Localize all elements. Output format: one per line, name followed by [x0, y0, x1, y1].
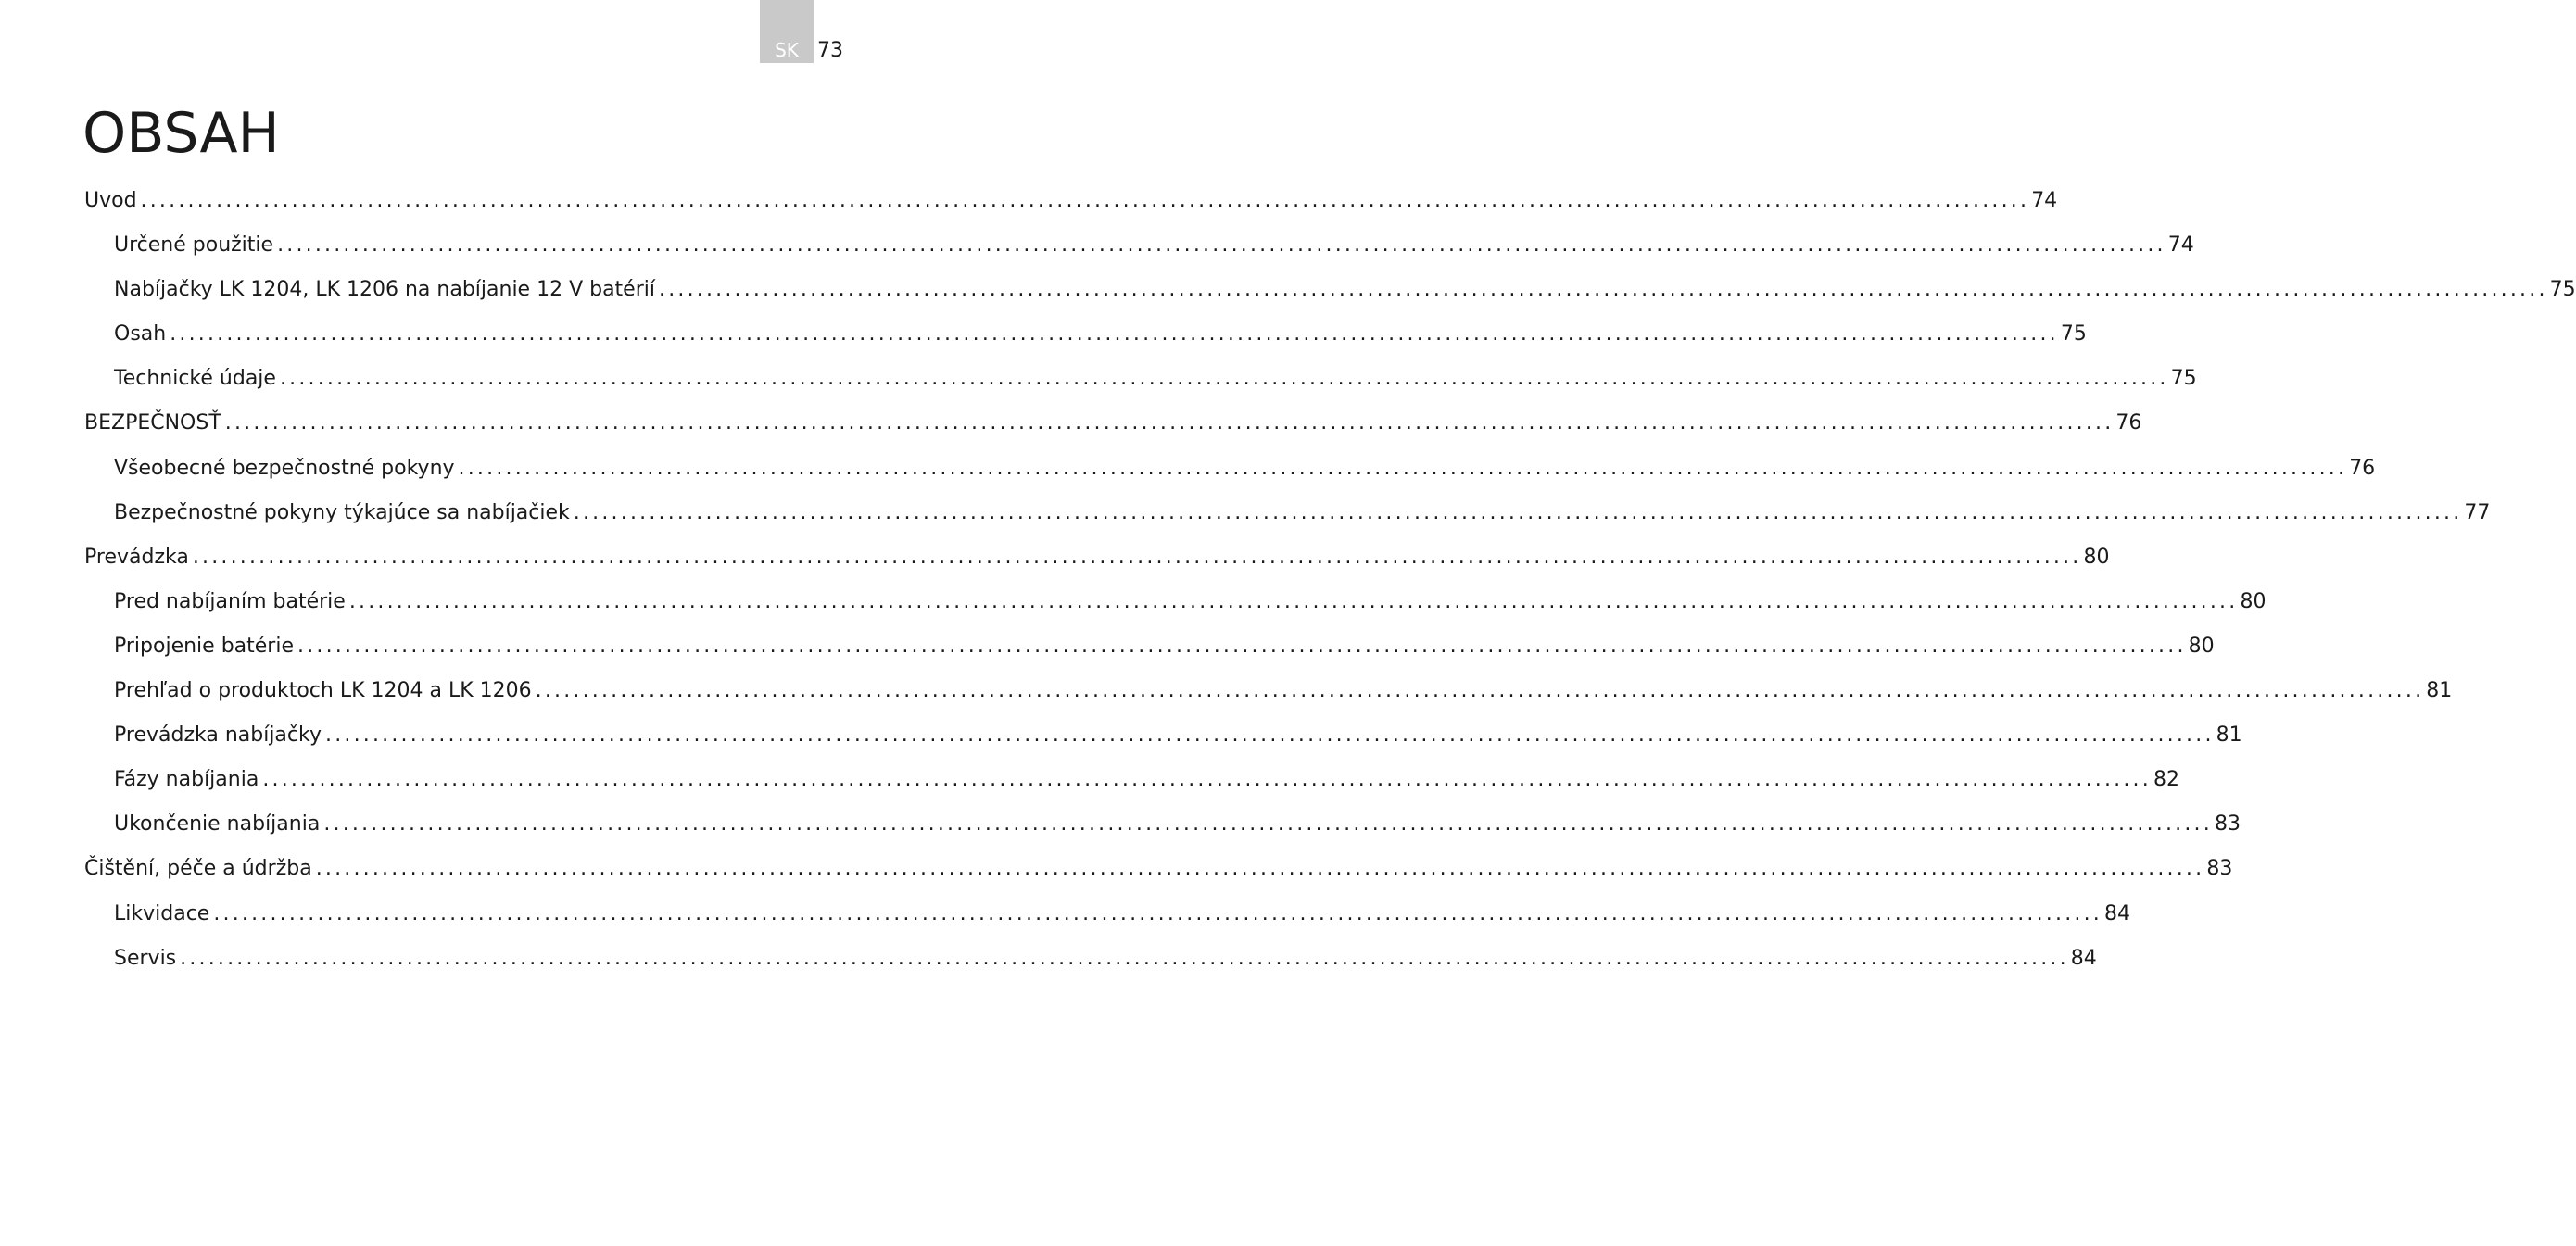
toc-entry-page: 83: [2214, 812, 2241, 837]
toc-entry[interactable]: [84, 408, 2142, 452]
toc-entry-title: Uvod: [84, 189, 137, 212]
toc-dot-leader: ........................................................................................................................................................................................................: [224, 411, 2115, 435]
toc-entry[interactable]: [84, 542, 2110, 586]
toc-entry[interactable]: [84, 230, 2194, 274]
toc-entry-title: Pred nabíjaním batérie: [114, 589, 346, 613]
toc-dot-leader: ........................................................................................................................................................................................................: [277, 233, 2166, 258]
toc-dot-leader: ........................................................................................................................................................................................................: [140, 189, 2030, 212]
page-title: OBSAH: [82, 101, 280, 166]
toc-entry-page: 80: [2083, 545, 2110, 569]
toc-entry-page: 76: [2115, 411, 2142, 435]
toc-entry-page: 84: [2070, 946, 2097, 970]
toc-entry-page: 76: [2349, 456, 2376, 480]
toc-entry-title: Prevádzka nabíjačky: [114, 724, 322, 748]
toc-dot-leader: ........................................................................................................................................................................................................: [348, 589, 2239, 613]
toc-entry[interactable]: [84, 363, 2197, 408]
page-number: 73: [817, 39, 843, 62]
toc-entry-page: 74: [2167, 233, 2194, 258]
toc-entry[interactable]: [84, 943, 2097, 988]
toc-entry-page: 75: [2549, 278, 2576, 302]
toc-dot-leader: ........................................................................................................................................................................................................: [535, 679, 2425, 703]
toc-entry-title: Technické údaje: [114, 367, 276, 391]
toc-dot-leader: ........................................................................................................................................................................................................: [170, 322, 2059, 346]
toc-entry-title: Servis: [114, 946, 177, 970]
toc-entry[interactable]: [84, 899, 2130, 943]
toc-entry-page: 80: [2240, 589, 2267, 613]
toc-entry-title: Ukončenie nabíjania: [114, 812, 321, 837]
toc-entry[interactable]: [84, 274, 2576, 319]
toc-entry-title: Fázy nabíjania: [114, 768, 259, 792]
toc-entry-page: 81: [2426, 679, 2453, 703]
toc-dot-leader: ........................................................................................................................................................................................................: [325, 724, 2215, 748]
toc-dot-leader: ........................................................................................................................................................................................................: [279, 367, 2169, 391]
toc-entry-title: Nabíjačky LK 1204, LK 1206 na nabíjanie 12 V batérií: [114, 278, 655, 302]
toc-entry-title: Pripojenie batérie: [114, 634, 294, 658]
toc-dot-leader: ........................................................................................................................................................................................................: [458, 456, 2348, 480]
language-tab: [760, 0, 814, 63]
toc-entry-page: 82: [2153, 768, 2179, 792]
toc-entry-title: Určené použitie: [114, 233, 274, 258]
toc-entry-title: Prevádzka: [84, 545, 189, 569]
table-of-contents: [84, 185, 2576, 988]
toc-entry[interactable]: [84, 453, 2376, 497]
toc-dot-leader: ........................................................................................................................................................................................................: [573, 500, 2463, 524]
toc-entry[interactable]: [84, 764, 2179, 809]
toc-dot-leader: ........................................................................................................................................................................................................: [262, 768, 2152, 792]
toc-dot-leader: ........................................................................................................................................................................................................: [323, 812, 2213, 837]
toc-entry[interactable]: [84, 497, 2491, 542]
toc-entry-page: 83: [2206, 857, 2233, 881]
toc-entry-title: Prehľad o produktoch LK 1204 a LK 1206: [114, 679, 532, 703]
toc-entry-page: 77: [2464, 500, 2491, 524]
toc-entry-page: 81: [2216, 724, 2242, 748]
toc-dot-leader: ........................................................................................................................................................................................................: [659, 278, 2548, 302]
toc-entry[interactable]: [84, 809, 2241, 853]
toc-entry-title: Osah: [114, 322, 167, 346]
toc-entry-page: 75: [2060, 322, 2087, 346]
toc-entry-title: Všeobecné bezpečnostné pokyny: [114, 456, 455, 480]
toc-entry-page: 75: [2170, 367, 2197, 391]
toc-entry[interactable]: [84, 720, 2242, 764]
toc-dot-leader: ........................................................................................................................................................................................................: [297, 634, 2187, 658]
language-code: SK: [775, 39, 799, 61]
toc-entry[interactable]: [84, 853, 2233, 898]
toc-dot-leader: ........................................................................................................................................................................................................: [315, 857, 2205, 881]
toc-entry[interactable]: [84, 185, 2058, 230]
toc-entry-title: Likvidace: [114, 901, 210, 925]
toc-dot-leader: ........................................................................................................................................................................................................: [213, 901, 2102, 925]
toc-entry-page: 84: [2103, 901, 2130, 925]
toc-entry-title: BEZPEČNOSŤ: [84, 411, 221, 435]
toc-dot-leader: ........................................................................................................................................................................................................: [180, 946, 2069, 970]
toc-entry-title: Čištění, péče a údržba: [84, 857, 312, 881]
toc-entry[interactable]: [84, 675, 2453, 720]
toc-entry[interactable]: [84, 631, 2215, 675]
toc-entry-page: 74: [2031, 189, 2058, 212]
toc-entry[interactable]: [84, 586, 2267, 631]
toc-dot-leader: ........................................................................................................................................................................................................: [192, 545, 2082, 569]
toc-entry-page: 80: [2188, 634, 2215, 658]
toc-entry[interactable]: [84, 319, 2087, 363]
toc-entry-title: Bezpečnostné pokyny týkajúce sa nabíjačiek: [114, 500, 570, 524]
